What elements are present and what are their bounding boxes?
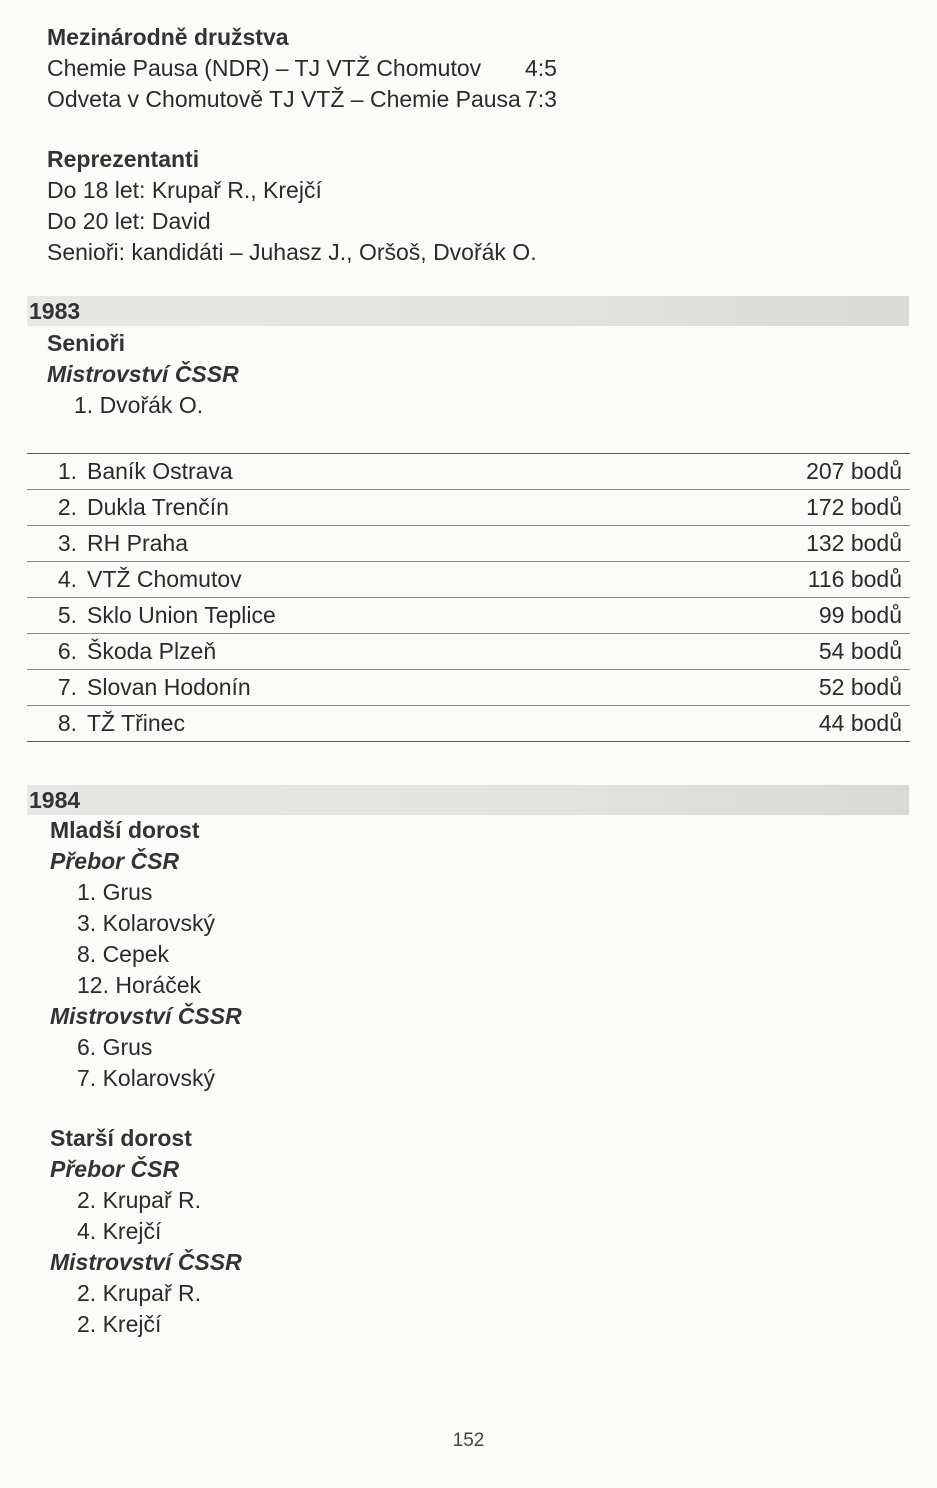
points: 52 bodů: [818, 674, 902, 700]
result-line: 3. Kolarovský: [77, 910, 216, 936]
rep-line: Do 18 let: Krupař R., Krejčí: [47, 177, 322, 203]
points: 44 bodů: [818, 710, 902, 736]
rank: 2.: [57, 494, 77, 520]
result-line: 4. Krejčí: [77, 1218, 162, 1244]
points: 54 bodů: [818, 638, 902, 664]
points: 207 bodů: [806, 458, 902, 484]
year-bar-1983: [27, 296, 909, 326]
competition-heading: Mistrovství ČSSR: [50, 1003, 242, 1029]
year-label: 1983: [29, 298, 81, 324]
match-score: 4:5: [525, 55, 557, 81]
table-row: [27, 454, 910, 490]
competition-heading: Přebor ČSR: [50, 1156, 180, 1182]
points: 116 bodů: [807, 566, 902, 592]
competition-heading: Přebor ČSR: [50, 848, 180, 874]
competition-heading: Mistrovství ČSSR: [47, 361, 239, 387]
category-heading: Starší dorost: [50, 1125, 192, 1151]
rank: 3.: [57, 530, 77, 556]
team-name: VTŽ Chomutov: [87, 566, 242, 592]
spacer: [50, 1094, 550, 1123]
page-number: 152: [452, 1430, 485, 1451]
team-name: Dukla Trenčín: [87, 494, 229, 520]
team-standings-table: [27, 453, 910, 742]
team-name: Slovan Hodonín: [87, 674, 251, 700]
competition-heading: Mistrovství ČSSR: [50, 1249, 242, 1275]
intl-match-row: [47, 84, 587, 115]
result-line: 2. Krupař R.: [77, 1187, 201, 1213]
representatives-heading: Reprezentanti: [47, 146, 200, 172]
team-name: Baník Ostrava: [87, 458, 233, 484]
result-line: 6. Grus: [77, 1034, 153, 1060]
table-row: [27, 598, 910, 634]
match-label: Odveta v Chomutově TJ VTŽ – Chemie Pausa: [47, 86, 521, 112]
table-row: [27, 562, 910, 598]
rank: 5.: [57, 602, 77, 628]
intl-teams-heading: Mezinárodně družstva: [47, 24, 289, 50]
team-name: Sklo Union Teplice: [87, 602, 276, 628]
category-heading: Senioři: [47, 330, 125, 356]
points: 132 bodů: [806, 530, 902, 556]
section-1983: [47, 328, 547, 421]
rank: 7.: [57, 674, 77, 700]
team-name: TŽ Třinec: [87, 710, 185, 736]
rep-line: Do 20 let: David: [47, 208, 211, 234]
match-label: Chemie Pausa (NDR) – TJ VTŽ Chomutov: [47, 55, 482, 81]
section-1984: [50, 815, 550, 1340]
result-line: 1. Dvořák O.: [74, 392, 204, 418]
rank: 6.: [57, 638, 77, 664]
result-line: 8. Cepek: [77, 941, 170, 967]
result-line: 1. Grus: [77, 879, 153, 905]
result-line: 2. Krejčí: [77, 1311, 162, 1337]
table-row: [27, 706, 910, 741]
team-name: Škoda Plzeň: [87, 638, 217, 664]
representatives-section: [47, 144, 607, 268]
team-name: RH Praha: [87, 530, 188, 556]
points: 99 bodů: [818, 602, 902, 628]
rep-line: Senioři: kandidáti – Juhasz J., Oršoš, Dvořák O.: [47, 239, 537, 265]
year-label: 1984: [29, 787, 81, 813]
result-line: 12. Horáček: [77, 972, 202, 998]
match-score: 7:3: [525, 86, 557, 112]
intl-teams-section: [47, 22, 587, 115]
result-line: 7. Kolarovský: [77, 1065, 216, 1091]
rank: 1.: [57, 458, 77, 484]
rank: 4.: [57, 566, 77, 592]
table-row: [27, 634, 910, 670]
points: 172 bodů: [806, 494, 902, 520]
intl-match-row: [47, 53, 587, 84]
result-line: 2. Krupař R.: [77, 1280, 201, 1306]
category-heading: Mladší dorost: [50, 817, 200, 843]
rank: 8.: [57, 710, 77, 736]
table-row: [27, 490, 910, 526]
table-row: [27, 670, 910, 706]
table-row: [27, 526, 910, 562]
year-bar-1984: [27, 785, 909, 815]
